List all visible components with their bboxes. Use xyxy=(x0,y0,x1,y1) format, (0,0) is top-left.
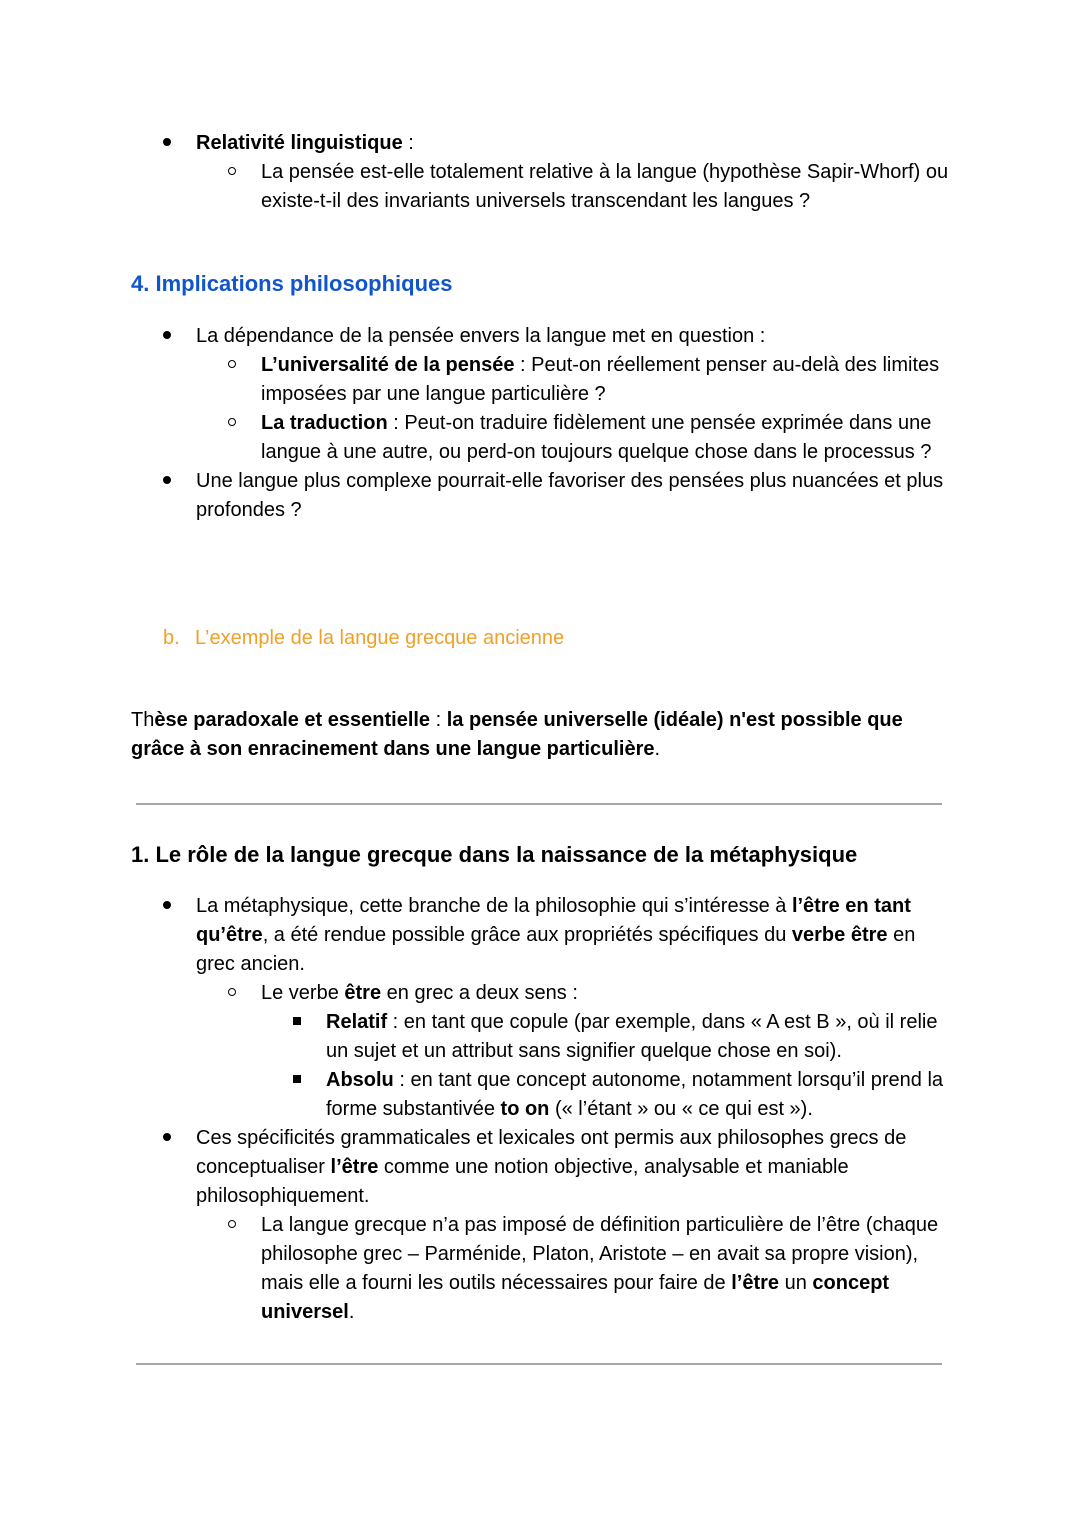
bold-text: verbe être xyxy=(791,924,888,946)
list-item xyxy=(261,979,951,1008)
bold-text: Relativité linguistique xyxy=(196,132,403,154)
text-run: La métaphysique, cette branche de la philosophie qui s’intéresse à xyxy=(196,895,792,917)
text-run: : xyxy=(402,132,414,154)
text-run: (« l’étant » ou « ce qui est »). xyxy=(549,1098,813,1120)
bullet-circle-icon xyxy=(225,158,239,187)
list-item xyxy=(196,322,951,351)
thesis-paragraph xyxy=(131,706,951,764)
list-item xyxy=(196,1124,951,1211)
text-run: en grec a deux sens : xyxy=(381,982,578,1004)
bold-text: l’être xyxy=(330,1156,379,1178)
bullet-circle-icon xyxy=(225,979,239,1008)
bold-text: être xyxy=(344,982,382,1004)
list-role-langue-grecque xyxy=(0,892,1080,1327)
text-run: comme une notion objective, analysable et maniable philosophiquement. xyxy=(196,1156,849,1207)
text-run: , a été rendue possible grâce aux propriétés spécifiques du xyxy=(262,924,792,946)
list-item xyxy=(261,351,951,409)
text-run: . xyxy=(348,1301,355,1323)
bullet-circle-icon xyxy=(225,351,239,380)
bullet-square-icon xyxy=(290,1008,304,1037)
bold-text: Relatif xyxy=(326,1011,388,1033)
text-run: Le verbe xyxy=(261,982,345,1004)
text-run: Th xyxy=(131,709,155,731)
bold-text: l’être xyxy=(731,1272,780,1294)
bold-text: l’être en tant qu’être xyxy=(196,895,911,946)
text-run: Ces spécificités grammaticales et lexicales ont permis aux philosophes grecs de conceptualiser xyxy=(196,1127,907,1178)
list-item xyxy=(261,1211,951,1327)
text-run: : Peut-on traduire fidèlement une pensée exprimée dans une langue à une autre, ou perd-on toujours quelque chose dans le processus ? xyxy=(261,412,932,463)
text-run: : en tant que copule (par exemple, dans « A est B », où il relie un sujet et un attribut sans signifier quelque chose en soi). xyxy=(326,1011,938,1062)
bold-text: concept universel xyxy=(261,1272,890,1323)
text-run: La pensée est-elle totalement relative à la langue (hypothèse Sapir-Whorf) ou existe-t-il des invariants universels transcendant les langues ? xyxy=(261,161,949,212)
list-item xyxy=(261,409,951,467)
bold-text: La traduction xyxy=(261,412,388,434)
list-item xyxy=(196,129,951,158)
text-run: La langue grecque n’a pas imposé de définition particulière de l’être (chaque philosophe grec – Parménide, Platon, Aristote – en avait sa propre vision), mais elle a fourni les outils nécessaires pour faire de xyxy=(261,1214,939,1294)
list-item xyxy=(261,158,951,216)
bullet-circle-icon xyxy=(225,409,239,438)
text-run: : Peut-on réellement penser au-delà des limites imposées par une langue particulière ? xyxy=(261,354,940,405)
subheading-label: b. xyxy=(163,627,180,649)
list-item xyxy=(196,892,951,979)
text-run: : en tant que concept autonome, notamment lorsqu’il prend la forme substantivée xyxy=(326,1069,944,1120)
text-run: en grec ancien. xyxy=(196,924,916,975)
bullet-disc-icon xyxy=(160,1124,174,1153)
subheading-langue-grecque xyxy=(163,624,564,653)
subheading-text: L’exemple de la langue grecque ancienne xyxy=(195,627,565,649)
heading-implications-philosophiques: 4. Implications philosophiques xyxy=(131,271,453,296)
text-run: La dépendance de la pensée envers la langue met en question : xyxy=(196,325,766,347)
list-item xyxy=(196,467,951,525)
bullet-square-icon xyxy=(290,1066,304,1095)
bullet-disc-icon xyxy=(160,322,174,351)
bold-text: to on xyxy=(500,1098,550,1120)
text-run: un xyxy=(779,1272,813,1294)
text-run: . xyxy=(654,738,661,760)
bullet-disc-icon xyxy=(160,129,174,158)
list-item xyxy=(326,1008,951,1066)
text-run: : xyxy=(430,709,447,731)
bold-text: Absolu xyxy=(326,1069,394,1091)
list-relativite-linguistique xyxy=(0,129,1080,216)
horizontal-rule xyxy=(136,803,942,805)
bullet-disc-icon xyxy=(160,892,174,921)
heading-role-langue-grecque: 1. Le rôle de la langue grecque dans la naissance de la métaphysique xyxy=(131,842,858,867)
bold-text: èse paradoxale et essentielle xyxy=(154,709,431,731)
bold-text: la pensée universelle (idéale) n'est possible que grâce à son enracinement dans une langue particulière xyxy=(131,709,903,760)
list-item xyxy=(326,1066,951,1124)
horizontal-rule xyxy=(136,1363,942,1365)
list-implications xyxy=(0,322,1080,525)
bullet-circle-icon xyxy=(225,1211,239,1240)
text-run: Une langue plus complexe pourrait-elle favoriser des pensées plus nuancées et plus profondes ? xyxy=(196,470,944,521)
bullet-disc-icon xyxy=(160,467,174,496)
bold-text: L’universalité de la pensée xyxy=(261,354,515,376)
